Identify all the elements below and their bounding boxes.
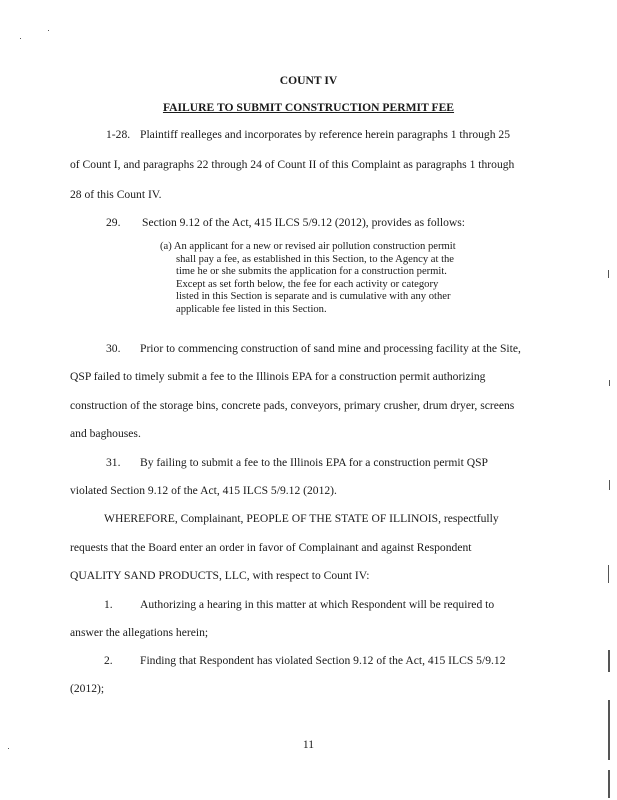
para-1-28-line-2: of Count I, and paragraphs 22 through 24 of Count II of this Complaint as paragraphs 1 through (70, 158, 515, 171)
wherefore-line-2: requests that the Board enter an order in favor of Complainant and against Respondent (70, 541, 472, 554)
quote-line: Except as set forth below, the fee for each activity or category (176, 278, 439, 290)
quote-line: time he or she submits the application for a construction permit. (176, 266, 447, 278)
para-29-text: Section 9.12 of the Act, 415 ILCS 5/9.12 (2012), provides as follows: (142, 216, 465, 229)
scan-mark (608, 565, 609, 583)
scan-mark (20, 38, 21, 39)
scan-mark (8, 748, 9, 749)
para-30-number: 30. (106, 342, 121, 355)
para-31-line-2: violated Section 9.12 of the Act, 415 ILCS 5/9.12 (2012). (70, 484, 337, 497)
prayer-item-1-line-1: Authorizing a hearing in this matter at which Respondent will be required to (140, 598, 495, 611)
scan-mark (608, 770, 610, 798)
para-30-line-1: Prior to commencing construction of sand mine and processing facility at the Site, (140, 342, 521, 355)
statute-quote (160, 241, 520, 317)
count-subheading: FAILURE TO SUBMIT CONSTRUCTION PERMIT FEE (162, 101, 455, 114)
scan-mark (609, 480, 610, 490)
para-29-number: 29. (106, 216, 121, 229)
quote-line: applicable fee listed in this Section. (176, 303, 327, 315)
quote-line: (a) An applicant for a new or revised air pollution construction permit (160, 241, 456, 252)
quote-line: listed in this Section is separate and is cumulative with any other (176, 291, 451, 303)
wherefore-line-1: WHEREFORE, Complainant, PEOPLE OF THE STATE OF ILLINOIS, respectfully (104, 512, 499, 525)
para-30-line-2: QSP failed to timely submit a fee to the Illinois EPA for a construction permit authorizing (70, 370, 486, 383)
para-31-line-1: By failing to submit a fee to the Illinois EPA for a construction permit QSP (140, 456, 488, 469)
para-1-28-number: 1-28. (106, 128, 131, 141)
prayer-item-2-line-1: Finding that Respondent has violated Section 9.12 of the Act, 415 ILCS 5/9.12 (140, 654, 506, 667)
prayer-item-1-line-2: answer the allegations herein; (70, 626, 209, 639)
para-1-28-line-3: 28 of this Count IV. (70, 188, 162, 201)
para-31-number: 31. (106, 456, 121, 469)
scan-mark (608, 700, 610, 760)
quote-line: shall pay a fee, as established in this Section, to the Agency at the (176, 253, 455, 265)
scan-mark (608, 650, 610, 672)
prayer-item-2-number: 2. (104, 654, 113, 667)
scan-mark (48, 30, 49, 31)
para-30-line-3: construction of the storage bins, concrete pads, conveyors, primary crusher, drum dryer, screens (70, 399, 515, 412)
prayer-item-2-line-2: (2012); (70, 682, 105, 695)
page-number: 11 (302, 738, 315, 751)
prayer-item-1-number: 1. (104, 598, 113, 611)
para-30-line-4: and baghouses. (70, 427, 141, 440)
count-heading: COUNT IV (279, 74, 338, 87)
wherefore-line-3: QUALITY SAND PRODUCTS, LLC, with respect to Count IV: (70, 569, 370, 582)
para-1-28-line-1: Plaintiff realleges and incorporates by reference herein paragraphs 1 through 25 (140, 128, 510, 141)
scan-mark (609, 380, 610, 386)
scan-mark (608, 270, 609, 278)
